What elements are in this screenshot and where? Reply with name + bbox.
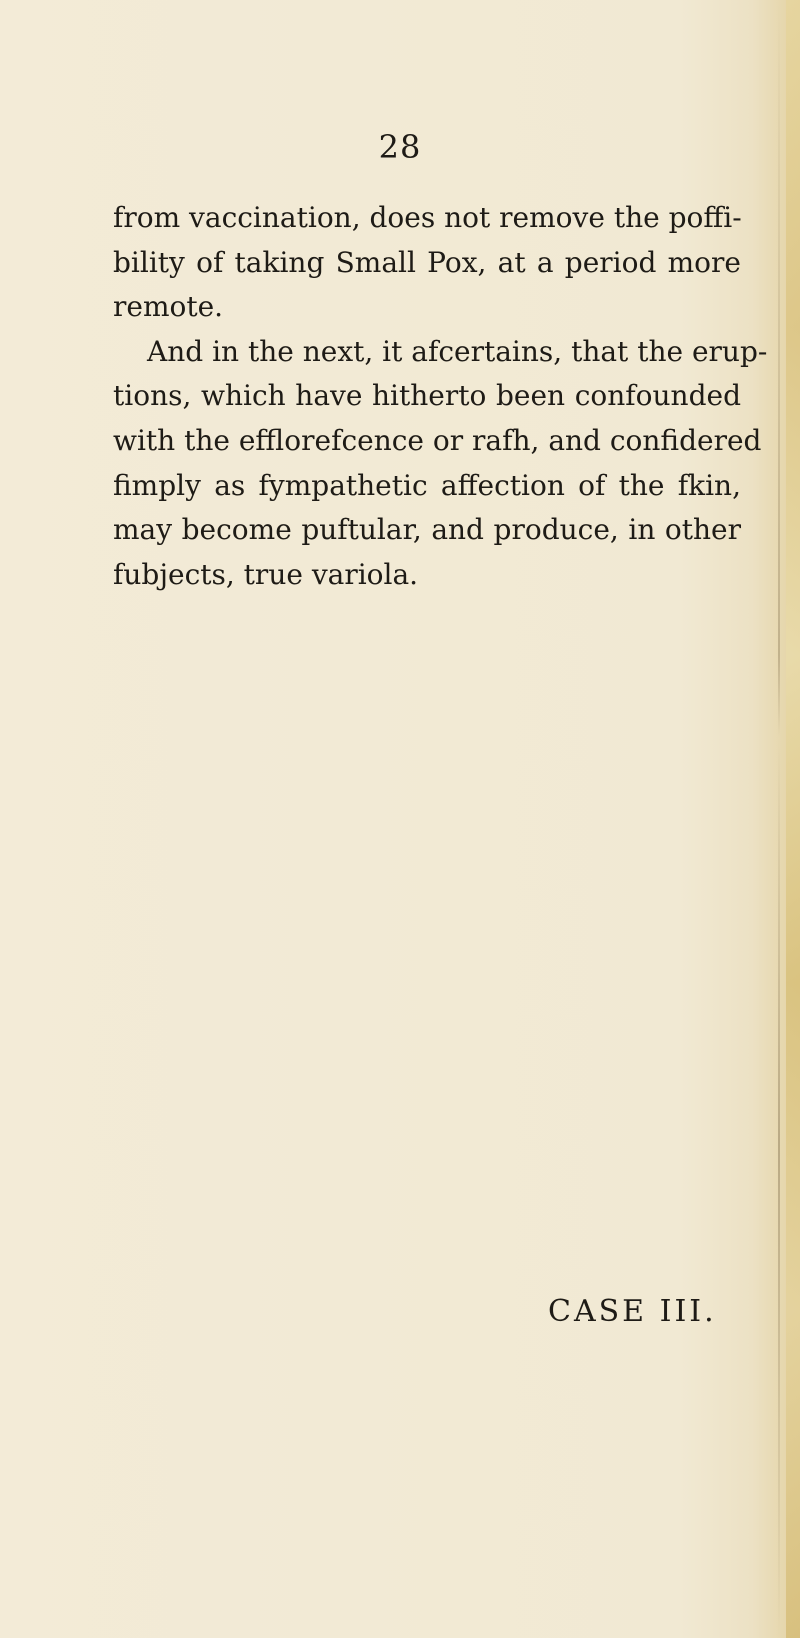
text-line: fubjects, true variola. xyxy=(113,557,419,591)
text-line: bility of taking Small Pox, at a period more xyxy=(113,245,741,279)
page-number: 28 xyxy=(378,128,422,166)
text-line: may become puftular, and produce, in other xyxy=(113,513,741,547)
page-edge-shadow xyxy=(778,0,780,1638)
text-line: from vaccination, does not remove the poffi- xyxy=(113,201,742,234)
page-edge xyxy=(786,0,800,1638)
text-line: with the efflorefcence or rafh, and confidered xyxy=(113,423,762,457)
body-text xyxy=(113,196,768,597)
text-line: And in the next, it afcertains, that the erup- xyxy=(147,334,768,368)
text-line: remote. xyxy=(113,290,224,324)
text-line: fimply as fympathetic affection of the fkin, xyxy=(113,468,741,502)
case-heading: CASE III. xyxy=(548,1294,717,1329)
text-line: tions, which have hitherto been confounded xyxy=(113,379,741,413)
